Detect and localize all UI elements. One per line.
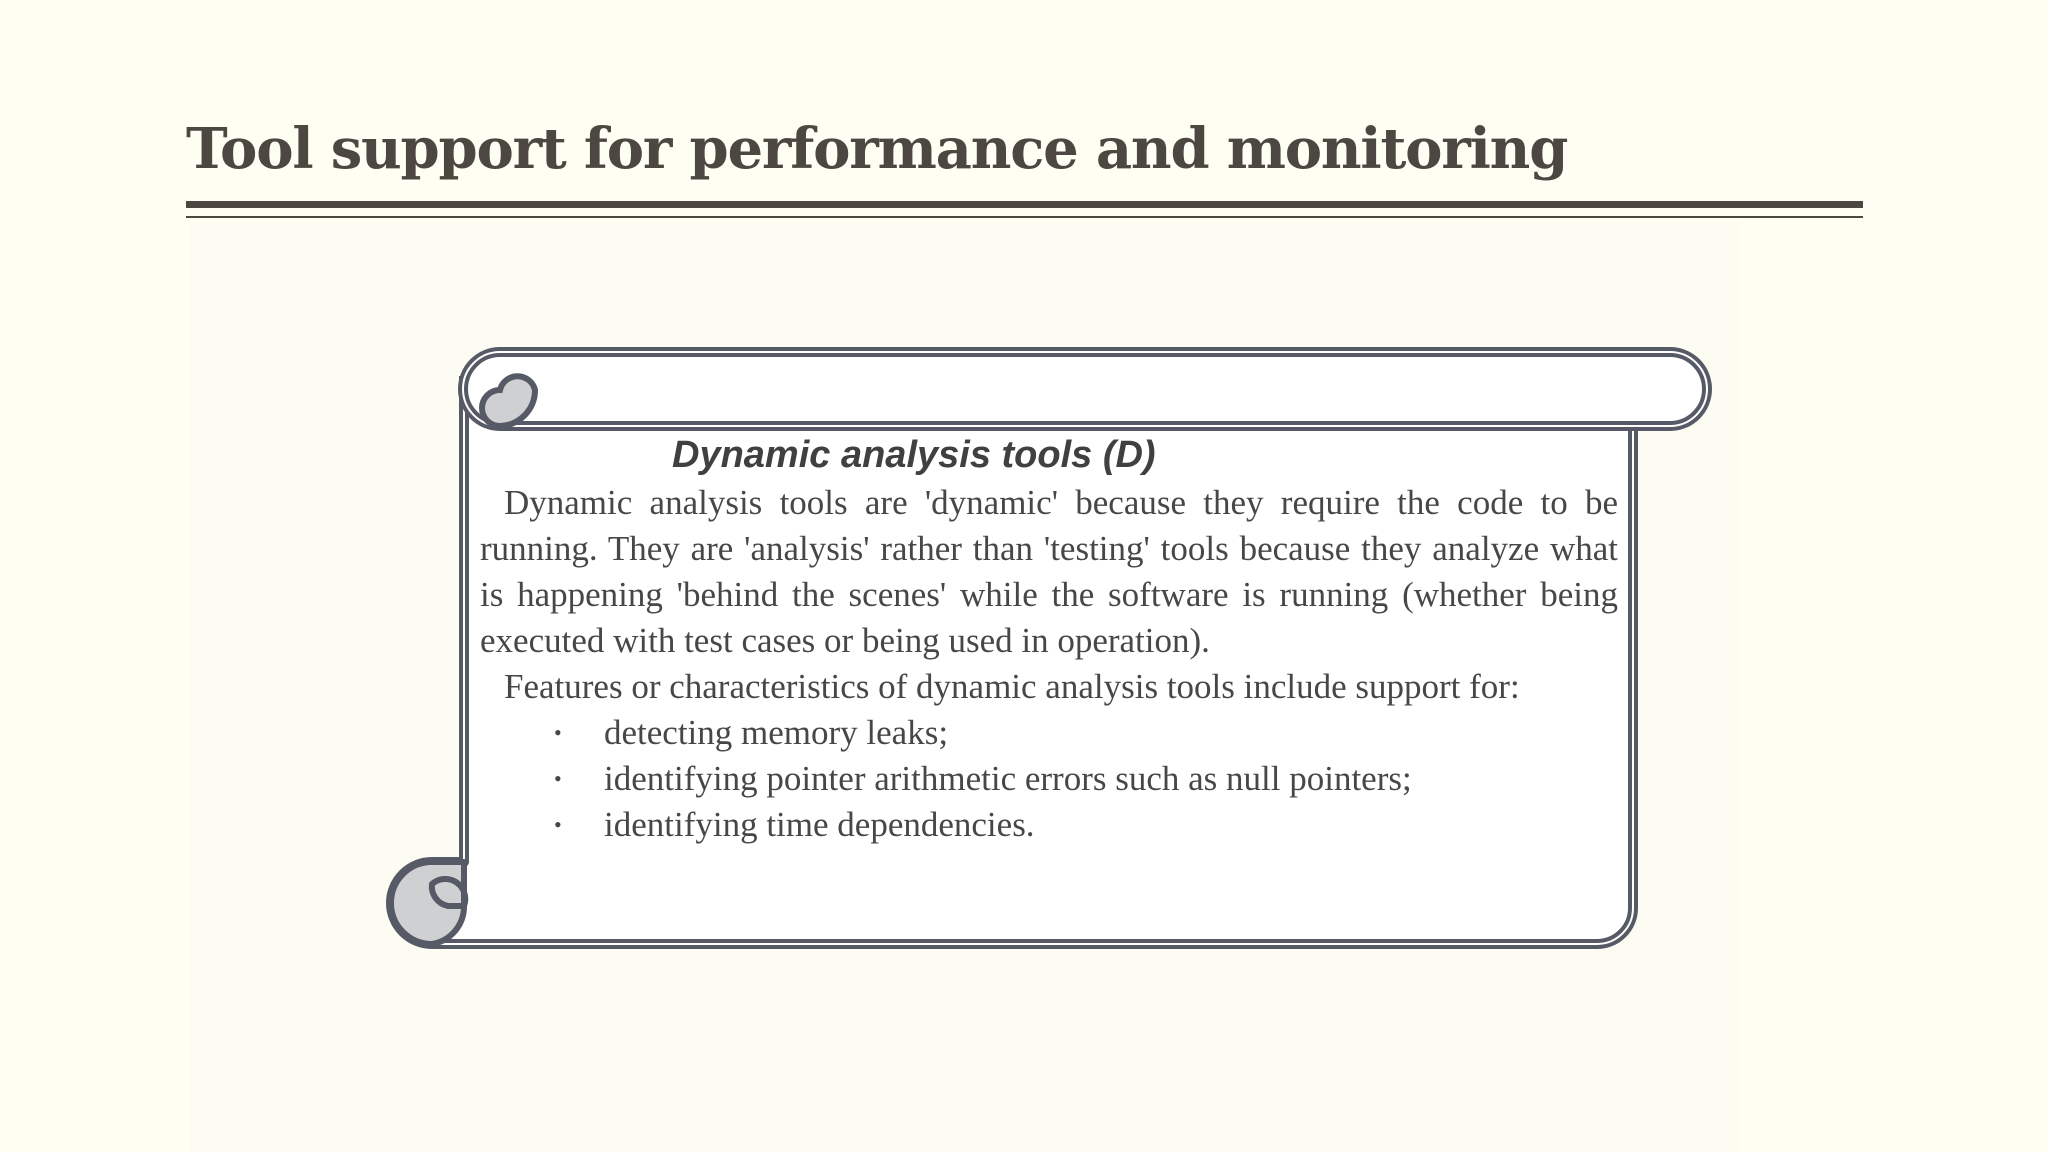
list-item xyxy=(480,802,1618,848)
section-heading: Dynamic analysis tools (D) xyxy=(672,434,1156,476)
feature-list xyxy=(480,710,1618,848)
feature-text: identifying time dependencies. xyxy=(604,805,1035,844)
list-item xyxy=(480,756,1618,802)
list-item xyxy=(480,710,1618,756)
scroll-top-roll xyxy=(463,352,1707,426)
slide-title: Tool support for performance and monitoring xyxy=(186,116,1568,182)
bullet-icon: • xyxy=(554,766,562,791)
scroll-bottom-curl xyxy=(391,862,465,944)
bullet-icon: • xyxy=(554,812,562,837)
scroll-content xyxy=(480,432,1618,848)
bullet-icon: • xyxy=(554,720,562,745)
features-intro: Features or characteristics of dynamic analysis tools include support for: xyxy=(504,667,1520,706)
feature-text: identifying pointer arithmetic errors such as null pointers; xyxy=(604,759,1412,798)
description-paragraph: Dynamic analysis tools are 'dynamic' because they require the code to be running. They are 'analysis' rather than 'testing' tools because they analyze what is happening 'behind the scenes' while the software is running (whether being executed with test cases or being used in operation). xyxy=(480,483,1618,660)
feature-text: detecting memory leaks; xyxy=(604,713,949,752)
